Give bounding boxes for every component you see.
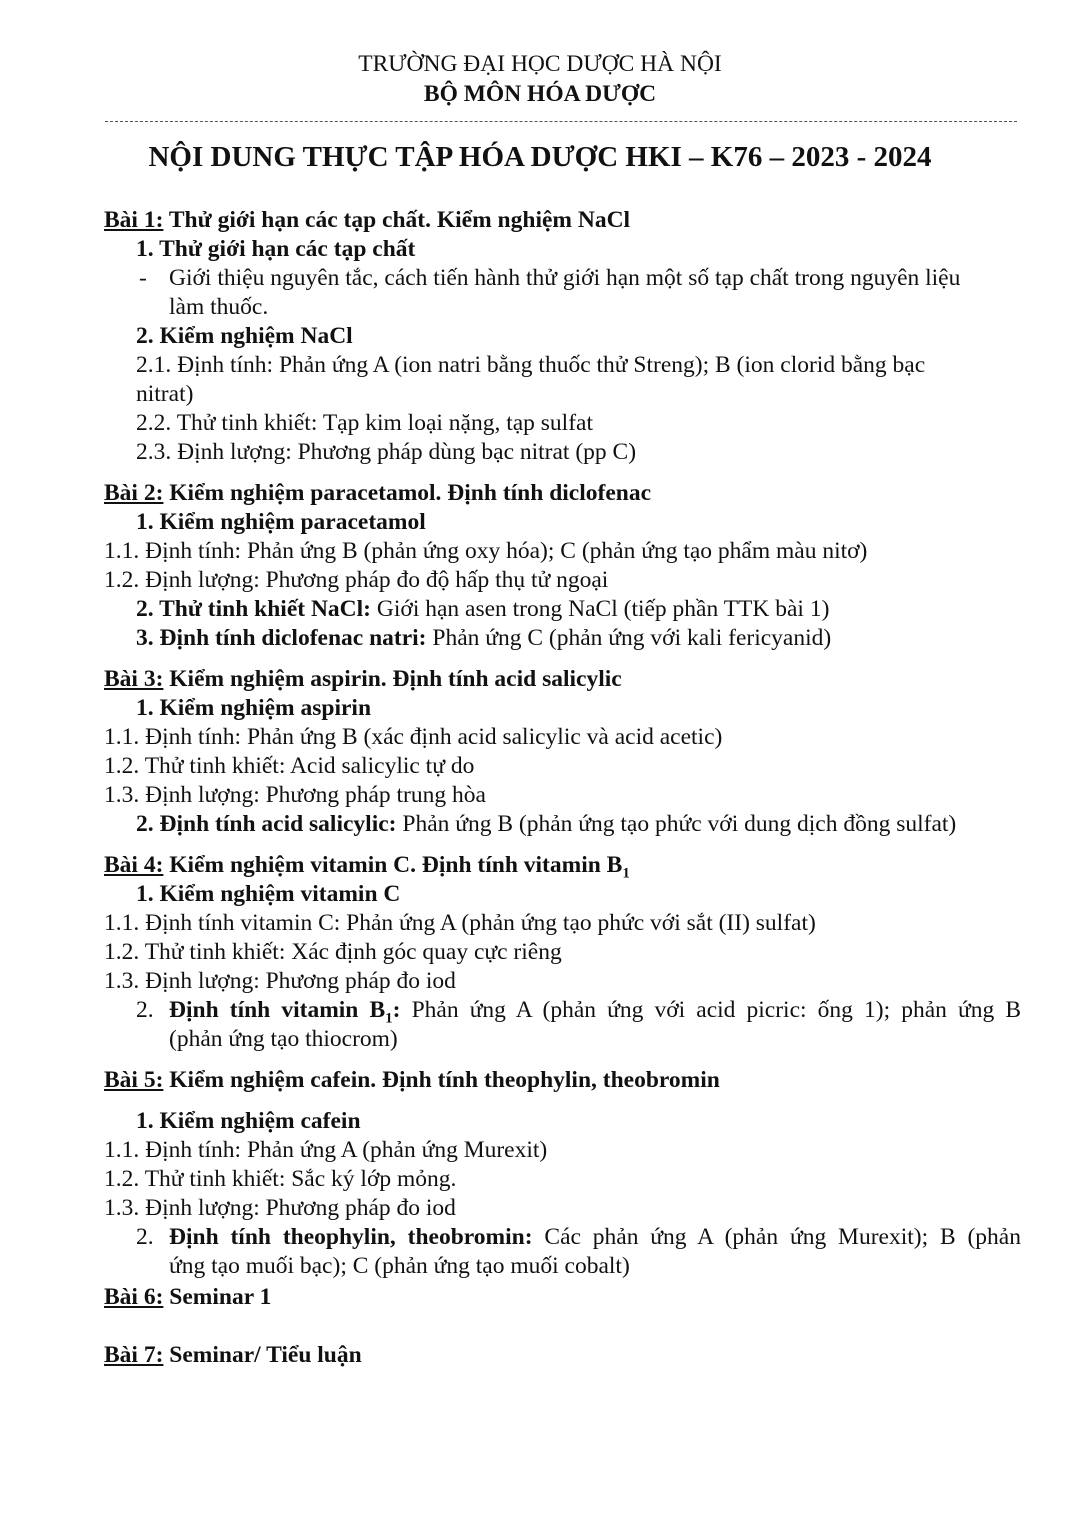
bai5-title: Kiểm nghiệm cafein. Định tính theophylin, theobromin [163,1067,720,1093]
bai4-label: Bài 4: [104,852,164,878]
bai5-section2-text-a: Các phản ứng A (phản ứng Murexit); B (phản [532,1224,1021,1250]
bai4-line-1-2: 1.2. Thử tinh khiết: Xác định góc quay cực riêng [104,939,562,965]
bai6-heading [104,1283,271,1311]
page-title: NỘI DUNG THỰC TẬP HÓA DƯỢC HKI – K76 – 2023 - 2024 [148,141,932,173]
bai2-section3 [136,624,831,652]
bai3-title: Kiểm nghiệm aspirin. Định tính acid salicylic [163,666,622,692]
bai1-section2: 2. Kiểm nghiệm NaCl [136,323,353,349]
bai4-title: Kiểm nghiệm vitamin C. Định tính vitamin B [163,852,623,878]
bai6-title: Seminar 1 [163,1284,272,1310]
bai1-section1-text-a: Giới thiệu nguyên tắc, cách tiến hành thử giới hạn một số tạp chất trong nguyên liệu [169,265,961,291]
bai2-label: Bài 2: [104,480,164,506]
bai1-section1-text-b: làm thuốc. [169,294,269,320]
bai3-section1: 1. Kiểm nghiệm aspirin [136,695,372,721]
bai1-line-2-2: 2.2. Thử tinh khiết: Tạp kim loại nặng, tạp sulfat [136,410,593,436]
bai3-section2-text: Phản ứng B (phản ứng tạo phức với dung dịch đồng sulfat) [396,811,957,837]
bai1-dash-bullet: - [139,265,147,291]
bai4-title-subscript: 1 [622,865,630,882]
bai1-line-2-1b: nitrat) [136,381,194,407]
bai3-line-1-3: 1.3. Định lượng: Phương pháp trung hòa [104,782,486,808]
bai5-line-1-1: 1.1. Định tính: Phản ứng A (phản ứng Murexit) [104,1137,548,1163]
bai3-line-1-2: 1.2. Thử tinh khiết: Acid salicylic tự do [104,753,475,779]
bai4-section2-bold: Định tính vitamin B [169,997,386,1023]
bai2-heading [104,479,651,507]
bai4-line-1-3: 1.3. Định lượng: Phương pháp đo iod [104,968,456,994]
bai7-title: Seminar/ Tiểu luận [163,1342,362,1368]
bai1-title: Thử giới hạn các tạp chất. Kiểm nghiệm NaCl [163,207,631,233]
bai3-section2-bold: 2. Định tính acid salicylic: [136,811,397,837]
bai2-section2-bold: 2. Thử tinh khiết NaCl: [136,596,372,622]
bai3-line-1-1: 1.1. Định tính: Phản ứng B (xác định acid salicylic và acid acetic) [104,724,723,750]
bai3-section2 [136,810,956,838]
dashed-divider [105,121,1017,122]
school-name: TRƯỜNG ĐẠI HỌC DƯỢC HÀ NỘI [358,51,722,77]
bai5-label: Bài 5: [104,1067,164,1093]
bai5-section2-line-a [169,1223,1021,1251]
bai2-section2-text: Giới hạn asen trong NaCl (tiếp phần TTK bài 1) [371,596,830,622]
bai1-heading [104,206,630,234]
bai2-section3-bold: 3. Định tính diclofenac natri: [136,625,427,651]
bai2-line-1-1: 1.1. Định tính: Phản ứng B (phản ứng oxy hóa); C (phản ứng tạo phẩm màu nitơ) [104,538,868,564]
bai4-line-1-1: 1.1. Định tính vitamin C: Phản ứng A (phản ứng tạo phức với sắt (II) sulfat) [104,910,816,936]
bai4-section2-text-b: (phản ứng tạo thiocrom) [169,1026,398,1052]
bai4-section2-text-a: Phản ứng A (phản ứng với acid picric: ống 1); phản ứng B [400,997,1021,1023]
bai1-section1: 1. Thử giới hạn các tạp chất [136,236,416,262]
bai6-label: Bài 6: [104,1284,164,1310]
bai4-section1: 1. Kiểm nghiệm vitamin C [136,881,401,907]
bai4-section2-colon: : [392,997,401,1023]
bai1-line-2-1a: 2.1. Định tính: Phản ứng A (ion natri bằng thuốc thử Streng); B (ion clorid bằng bạc [136,352,926,378]
bai3-label: Bài 3: [104,666,164,692]
bai5-section2-bold: Định tính theophylin, theobromin: [169,1224,533,1250]
bai5-section2-num: 2. [136,1224,154,1250]
department-name: BỘ MÔN HÓA DƯỢC [423,81,657,107]
bai3-heading [104,665,622,693]
bai4-section2-num: 2. [136,997,154,1023]
bai7-heading [104,1341,362,1369]
bai5-section2-text-b: ứng tạo muối bạc); C (phản ứng tạo muối cobalt) [169,1253,630,1279]
bai5-section1: 1. Kiểm nghiệm cafein [136,1108,361,1134]
bai7-label: Bài 7: [104,1342,164,1368]
bai5-line-1-2: 1.2. Thử tinh khiết: Sắc ký lớp mỏng. [104,1166,457,1192]
bai4-section2-subscript: 1 [385,1010,393,1027]
bai2-line-1-2: 1.2. Định lượng: Phương pháp đo độ hấp thụ tử ngoại [104,567,609,593]
bai1-line-2-3: 2.3. Định lượng: Phương pháp dùng bạc nitrat (pp C) [136,439,637,465]
bai1-label: Bài 1: [104,207,164,233]
bai2-section3-text: Phản ứng C (phản ứng với kali fericyanid) [426,625,832,651]
bai5-heading [104,1066,720,1094]
bai2-section1: 1. Kiểm nghiệm paracetamol [136,509,426,535]
bai2-title: Kiểm nghiệm paracetamol. Định tính diclofenac [163,480,652,506]
bai5-line-1-3: 1.3. Định lượng: Phương pháp đo iod [104,1195,456,1221]
bai2-section2 [136,595,829,623]
